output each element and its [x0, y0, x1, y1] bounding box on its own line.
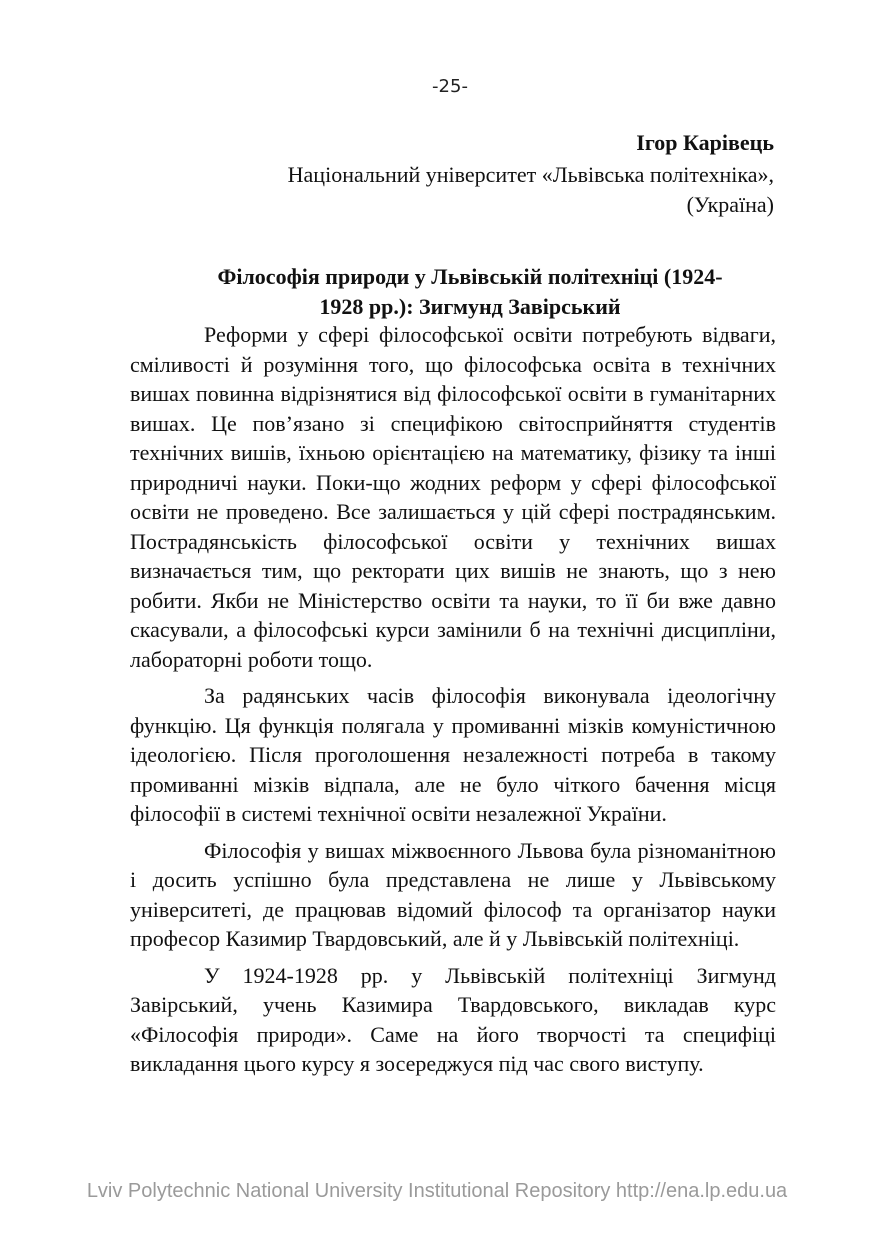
repository-footer: Lviv Polytechnic National University Institutional Repository http://ena.lp.edu.ua — [86, 1180, 788, 1202]
article-title — [140, 262, 800, 322]
paragraph-4: У 1924-1928 рр. у Львівській політехніці Зигмунд Завірський, учень Казимира Твардовського, викладав курс «Філософія природи». Саме на його творчості та специфіці викладання цього курсу я зосереджуся під час свого виступу. — [130, 962, 776, 1076]
author-name: Ігор Карівець — [636, 130, 774, 155]
article-body — [130, 320, 776, 1086]
paragraph-1: Реформи у сфері філософської освіти потребують відваги, сміливості й розуміння того, що філософська освіта в технічних вишах повинна відрізнятися від філософської освіти в гуманітарних вишах. Це пов’язано зі специфікою світосприйняття студентів технічних вишів, їхньою орієнтацією на математику, фізику та інші природничі науки. Поки-що жодних реформ у сфері філософської освіти не проведено. Все залишається у цій сфері пострадянським. Пострадянськість філософської освіти у технічних вишах визначається тим, що ректорати цих вишів не знають, що з нею робити. Якби не Міністерство освіти та науки, то її би вже давно скасували, а філософські курси замінили б на технічні дисципліни, лабораторні роботи тощо. — [130, 322, 776, 672]
author-block — [288, 128, 774, 220]
paragraph-3: Філософія у вишах міжвоєнного Львова була різноманітною і досить успішно була представлена не лише у Львівському університеті, де працював відомий філософ та організатор науки професор Казимир Твардовський, але й у Львівській політехніці. — [130, 837, 776, 951]
article-title-line-1: Філософія природи у Львівській політехніці (1924- — [217, 264, 723, 289]
author-country: (Україна) — [686, 192, 774, 217]
paragraph-2: За радянських часів філософія виконувала ідеологічну функцію. Ця функція полягала у промиванні мізків комуністичною ідеологією. Після проголошення незалежності потреба в такому промиванні мізків відпала, але не було чіткого бачення місця філософії в системі технічної освіти незалежної України. — [130, 683, 776, 826]
article-title-line-2: 1928 рр.): Зигмунд Завірський — [319, 294, 621, 319]
author-affiliation: Національний університет «Львівська політехніка», — [287, 162, 774, 187]
page-number: -25- — [432, 76, 468, 97]
